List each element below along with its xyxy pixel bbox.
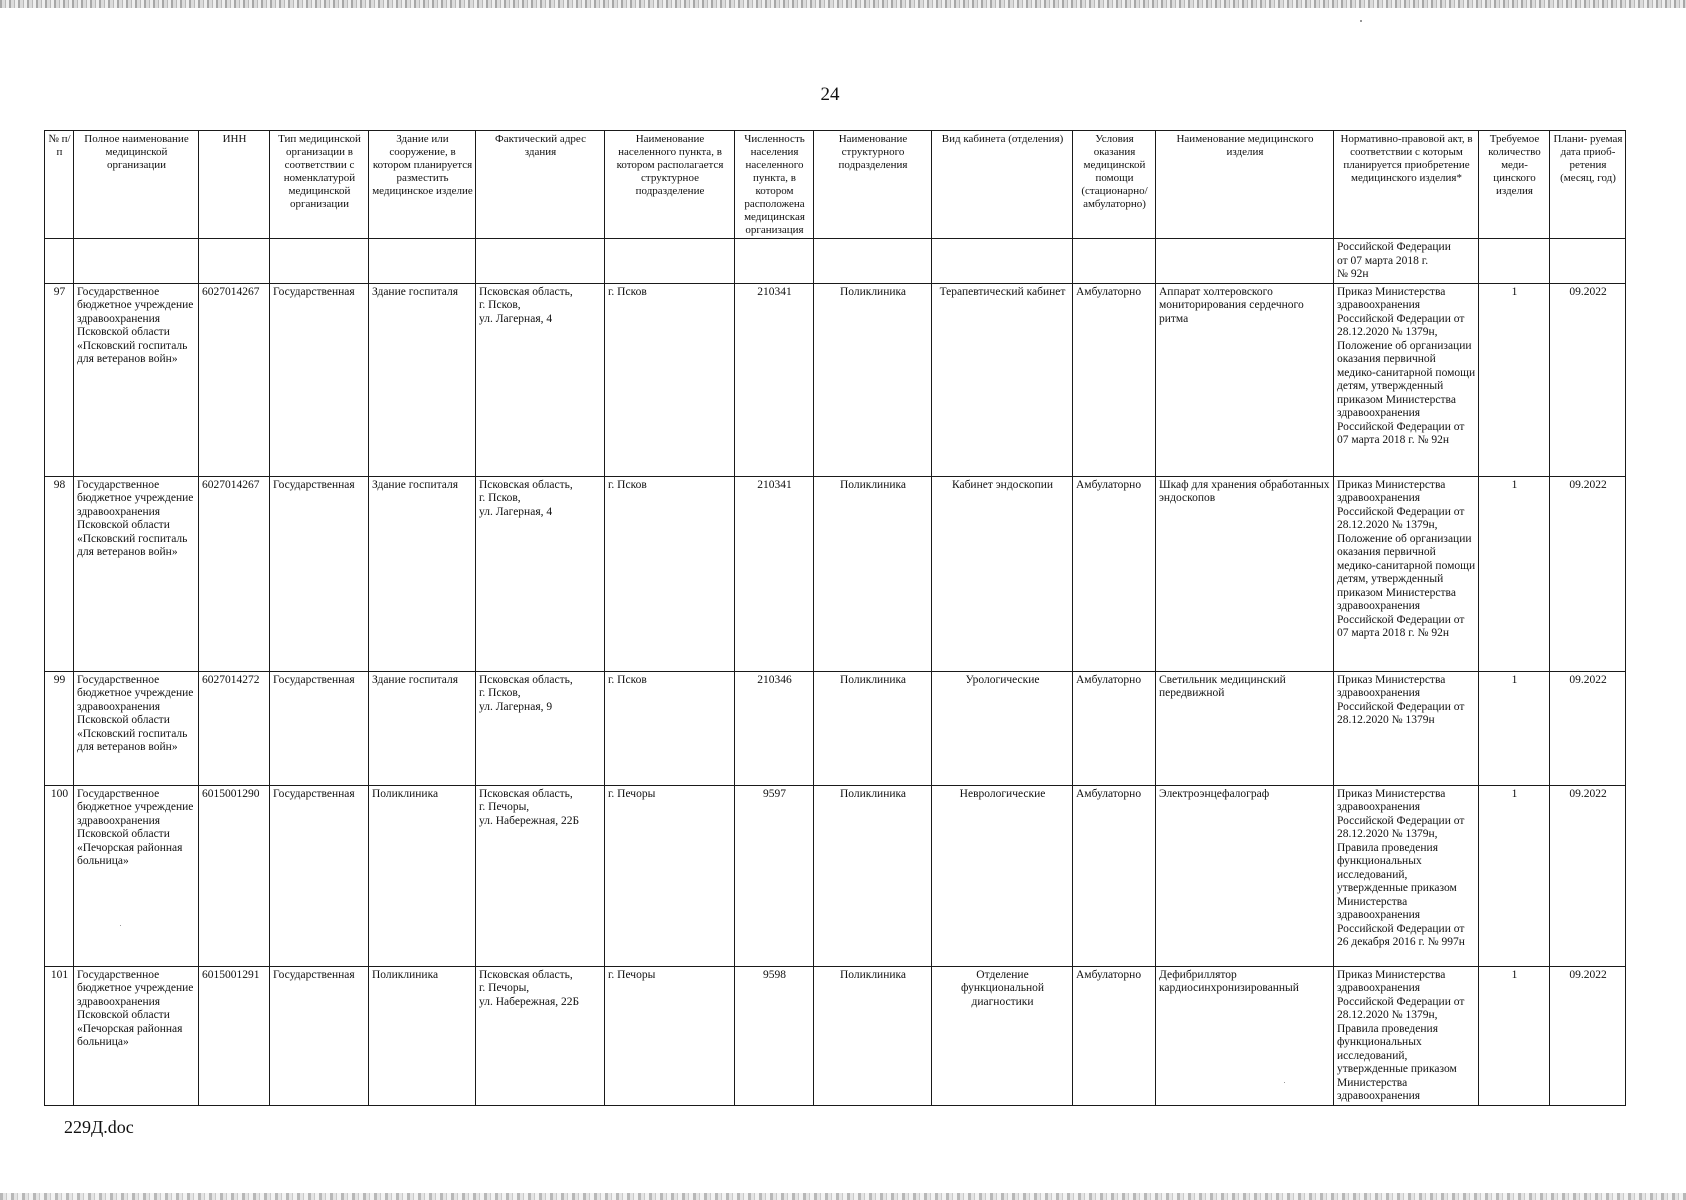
cell-date: 09.2022: [1550, 966, 1626, 1105]
table-cell: [1479, 239, 1550, 284]
header-conditions: Условия оказания медицинской помощи (стационарно/ амбулаторно): [1073, 131, 1156, 239]
cell-cabinet: Терапевтический кабинет: [932, 283, 1073, 476]
header-cabinet: Вид кабинета (отделения): [932, 131, 1073, 239]
cell-locality: г. Псков: [605, 476, 735, 671]
cell-qty: 1: [1479, 283, 1550, 476]
cell-inn: 6027014267: [199, 476, 270, 671]
cell-org: Государственное бюджетное учреждение здравоохранения Псковской области «Псковский госпиталь для ветеранов войн»: [74, 671, 199, 785]
cell-org: Государственное бюджетное учреждение здравоохранения Псковской области «Псковский госпиталь для ветеранов войн»: [74, 476, 199, 671]
cell-address: Псковская область, г. Псков, ул. Лагерная, 4: [476, 476, 605, 671]
header-qty: Требуемое количество меди- цинского изделия: [1479, 131, 1550, 239]
header-act: Нормативно-правовой акт, в соответствии с которым планируется приобретение медицинского изделия*: [1334, 131, 1479, 239]
header-building: Здание или сооружение, в котором планируется разместить медицинское изделие: [369, 131, 476, 239]
cell-num: 98: [45, 476, 74, 671]
cell-device: Электроэнцефалограф: [1156, 785, 1334, 966]
cell-date: 09.2022: [1550, 785, 1626, 966]
header-population: Численность населения населенного пункта, в котором расположена медицинская организация: [735, 131, 814, 239]
cell-conditions: Амбулаторно: [1073, 966, 1156, 1105]
cell-address: Псковская область, г. Печоры, ул. Набережная, 22Б: [476, 785, 605, 966]
cell-building: Здание госпиталя: [369, 671, 476, 785]
cell-date: 09.2022: [1550, 283, 1626, 476]
header-device: Наименование медицинского изделия: [1156, 131, 1334, 239]
cell-conditions: Амбулаторно: [1073, 283, 1156, 476]
header-date: Плани- руемая дата приоб- ретения (месяц, год): [1550, 131, 1626, 239]
header-type: Тип медицинской организации в соответствии с номенклатурой медицинской организации: [270, 131, 369, 239]
cell-cabinet: Отделение функциональной диагностики: [932, 966, 1073, 1105]
cell-act: Приказ Министерства здравоохранения Российской Федерации от 28.12.2020 № 1379н, Правила проведения функциональных исследований, утвержденные приказом Министерства здравоохранения: [1334, 966, 1479, 1105]
header-inn: ИНН: [199, 131, 270, 239]
table-cell: [270, 239, 369, 284]
cell-cabinet: Кабинет эндоскопии: [932, 476, 1073, 671]
cell-population: 9598: [735, 966, 814, 1105]
table-cell: [1156, 239, 1334, 284]
header-num: № п/п: [45, 131, 74, 239]
cell-org: Государственное бюджетное учреждение здравоохранения Псковской области «Печорская районная больница»: [74, 966, 199, 1105]
cell-address: Псковская область, г. Псков, ул. Лагерная, 9: [476, 671, 605, 785]
table-row: [45, 785, 1626, 966]
scan-speck: [1360, 20, 1362, 22]
cell-building: Здание госпиталя: [369, 283, 476, 476]
cell-inn: 6015001290: [199, 785, 270, 966]
cell-num: 100: [45, 785, 74, 966]
cell-population: 210346: [735, 671, 814, 785]
cell-cabinet: Неврологические: [932, 785, 1073, 966]
cell-locality: г. Печоры: [605, 966, 735, 1105]
cell-num: 101: [45, 966, 74, 1105]
cell-device: Шкаф для хранения обработанных эндоскопов: [1156, 476, 1334, 671]
cell-division: Поликлиника: [814, 671, 932, 785]
table-row: [45, 671, 1626, 785]
cell-act: Приказ Министерства здравоохранения Российской Федерации от 28.12.2020 № 1379н, Правила проведения функциональных исследований, утвержденные приказом Министерства здравоохранения Российской Федерации от 26 декабря 2016 г. № 997н: [1334, 785, 1479, 966]
cell-conditions: Амбулаторно: [1073, 671, 1156, 785]
table-row-continuation: [45, 239, 1626, 284]
cell-locality: г. Печоры: [605, 785, 735, 966]
cell-building: Поликлиника: [369, 966, 476, 1105]
table-cell: [932, 239, 1073, 284]
cell-address: Псковская область, г. Печоры, ул. Набережная, 22Б: [476, 966, 605, 1105]
cell-num: 97: [45, 283, 74, 476]
cell-type: Государственная: [270, 283, 369, 476]
scan-border-top: [0, 0, 1686, 8]
cell-cabinet: Урологические: [932, 671, 1073, 785]
header-locality: Наименование населенного пункта, в котором располагается структурное подразделение: [605, 131, 735, 239]
table-row: [45, 283, 1626, 476]
table-cell: [74, 239, 199, 284]
header-address: Фактический адрес здания: [476, 131, 605, 239]
table-cell: [1073, 239, 1156, 284]
header-division: Наименование структурного подразделения: [814, 131, 932, 239]
table-cell: [199, 239, 270, 284]
cell-population: 210341: [735, 476, 814, 671]
cell-qty: 1: [1479, 966, 1550, 1105]
cell-inn: 6015001291: [199, 966, 270, 1105]
table-cell: [1550, 239, 1626, 284]
cell-act: Российской Федерации от 07 марта 2018 г. № 92н: [1334, 239, 1479, 284]
cell-date: 09.2022: [1550, 671, 1626, 785]
table-row: [45, 966, 1626, 1105]
cell-division: Поликлиника: [814, 283, 932, 476]
cell-date: 09.2022: [1550, 476, 1626, 671]
cell-device: Светильник медицинский передвижной: [1156, 671, 1334, 785]
cell-type: Государственная: [270, 966, 369, 1105]
table-row: [45, 476, 1626, 671]
cell-conditions: Амбулаторно: [1073, 476, 1156, 671]
table-cell: [476, 239, 605, 284]
cell-division: Поликлиника: [814, 476, 932, 671]
table-cell: [814, 239, 932, 284]
header-org: Полное наименование медицинской организации: [74, 131, 199, 239]
cell-type: Государственная: [270, 785, 369, 966]
scan-border-bottom: [0, 1193, 1686, 1200]
cell-qty: 1: [1479, 476, 1550, 671]
footer-filename: 229Д.doc: [64, 1117, 134, 1137]
cell-population: 210341: [735, 283, 814, 476]
equipment-table: [44, 130, 1626, 1106]
cell-building: Здание госпиталя: [369, 476, 476, 671]
cell-locality: г. Псков: [605, 671, 735, 785]
cell-device: Аппарат холтеровского мониторирования сердечного ритма: [1156, 283, 1334, 476]
cell-inn: 6027014267: [199, 283, 270, 476]
cell-act: Приказ Министерства здравоохранения Российской Федерации от 28.12.2020 № 1379н: [1334, 671, 1479, 785]
cell-building: Поликлиника: [369, 785, 476, 966]
cell-division: Поликлиника: [814, 785, 932, 966]
table-cell: [369, 239, 476, 284]
cell-conditions: Амбулаторно: [1073, 785, 1156, 966]
cell-type: Государственная: [270, 476, 369, 671]
table-cell: [605, 239, 735, 284]
cell-device: Дефибриллятор кардиосинхронизированный: [1156, 966, 1334, 1105]
table-cell: [45, 239, 74, 284]
table-cell: [735, 239, 814, 284]
table-header-row: [45, 131, 1626, 239]
cell-num: 99: [45, 671, 74, 785]
cell-inn: 6027014272: [199, 671, 270, 785]
cell-type: Государственная: [270, 671, 369, 785]
cell-locality: г. Псков: [605, 283, 735, 476]
cell-act: Приказ Министерства здравоохранения Российской Федерации от 28.12.2020 № 1379н, Положение об организации оказания первичной медико-санитарной помощи детям, утвержденный приказом Министерства здравоохранения Российской Федерации от 07 марта 2018 г. № 92н: [1334, 476, 1479, 671]
cell-qty: 1: [1479, 785, 1550, 966]
cell-division: Поликлиника: [814, 966, 932, 1105]
cell-population: 9597: [735, 785, 814, 966]
cell-org: Государственное бюджетное учреждение здравоохранения Псковской области «Псковский госпиталь для ветеранов войн»: [74, 283, 199, 476]
cell-qty: 1: [1479, 671, 1550, 785]
page-number: 24: [820, 84, 840, 105]
cell-org: Государственное бюджетное учреждение здравоохранения Псковской области «Печорская районная больница»: [74, 785, 199, 966]
cell-act: Приказ Министерства здравоохранения Российской Федерации от 28.12.2020 № 1379н, Положение об организации оказания первичной медико-санитарной помощи детям, утвержденный приказом Министерства здравоохранения Российской Федерации от 07 марта 2018 г. № 92н: [1334, 283, 1479, 476]
cell-address: Псковская область, г. Псков, ул. Лагерная, 4: [476, 283, 605, 476]
